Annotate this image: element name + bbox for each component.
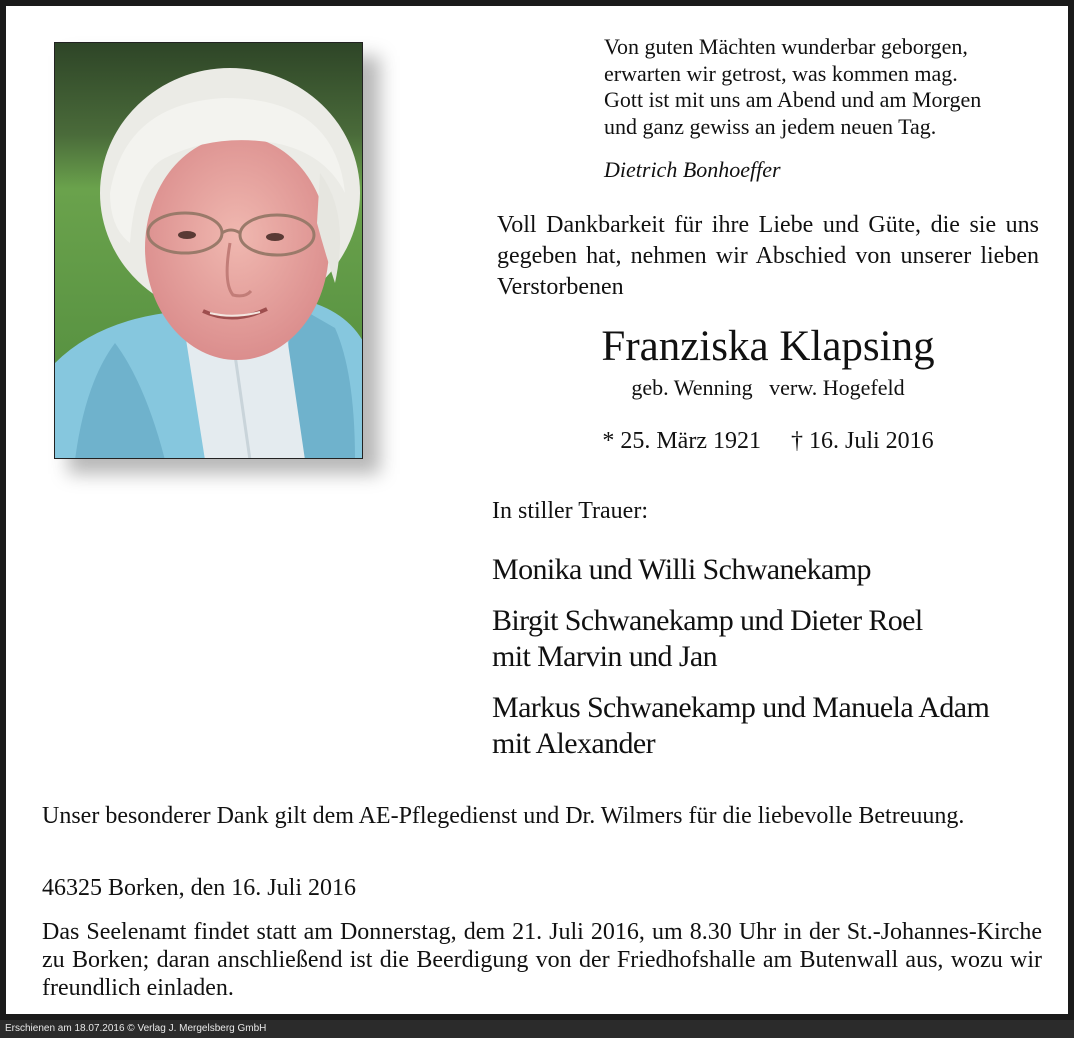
poem — [604, 34, 1054, 140]
mourner-line: Birgit Schwanekamp und Dieter Roel — [492, 604, 923, 637]
mourner-group — [492, 603, 1052, 675]
poem-line: und ganz gewiss an jedem neuen Tag. — [604, 113, 937, 139]
status-bar: Erschienen am 18.07.2016 © Verlag J. Mergelsberg GmbH — [0, 1020, 1074, 1038]
portrait-illustration — [55, 43, 363, 459]
deceased-name: Franziska Klapsing — [601, 323, 935, 370]
mourners-list — [492, 552, 1052, 777]
service-info: Das Seelenamt findet statt am Donnerstag, dem 21. Juli 2016, um 8.30 Uhr in der St.-Johannes-Kirche zu Borken; daran anschließend ist die Beerdigung von der Friedhofshalle am Butenwall aus, wozu wir freundlich einladen. — [42, 919, 1042, 1001]
mourner-line: Monika und Willi Schwanekamp — [492, 553, 871, 586]
mourning-heading: In stiller Trauer: — [492, 498, 648, 524]
portrait-photo — [54, 42, 363, 459]
mourner-line: mit Marvin und Jan — [492, 640, 718, 673]
mourner-line: Markus Schwanekamp und Manuela Adam — [492, 691, 990, 724]
place-date: 46325 Borken, den 16. Juli 2016 — [42, 875, 356, 901]
life-dates: * 25. März 1921 † 16. Juli 2016 — [602, 428, 934, 454]
mourner-group — [492, 552, 1052, 588]
mourner-group — [492, 690, 1052, 762]
maiden-name: geb. Wenning verw. Hogefeld — [631, 375, 905, 400]
poem-line: Von guten Mächten wunderbar geborgen, — [604, 34, 968, 59]
mourner-line: mit Alexander — [492, 727, 655, 760]
poem-line: erwarten wir getrost, was kommen mag. — [604, 60, 958, 86]
intro-text: Voll Dankbarkeit für ihre Liebe und Güte, die sie uns gegeben hat, nehmen wir Abschied von unserer lieben Verstorbenen — [497, 212, 1039, 300]
thanks-text: Unser besonderer Dank gilt dem AE-Pflegedienst und Dr. Wilmers für die liebevolle Betreuung. — [42, 803, 965, 829]
poem-author: Dietrich Bonhoeffer — [604, 157, 781, 182]
poem-line: Gott ist mit uns am Abend und am Morgen — [604, 87, 982, 112]
